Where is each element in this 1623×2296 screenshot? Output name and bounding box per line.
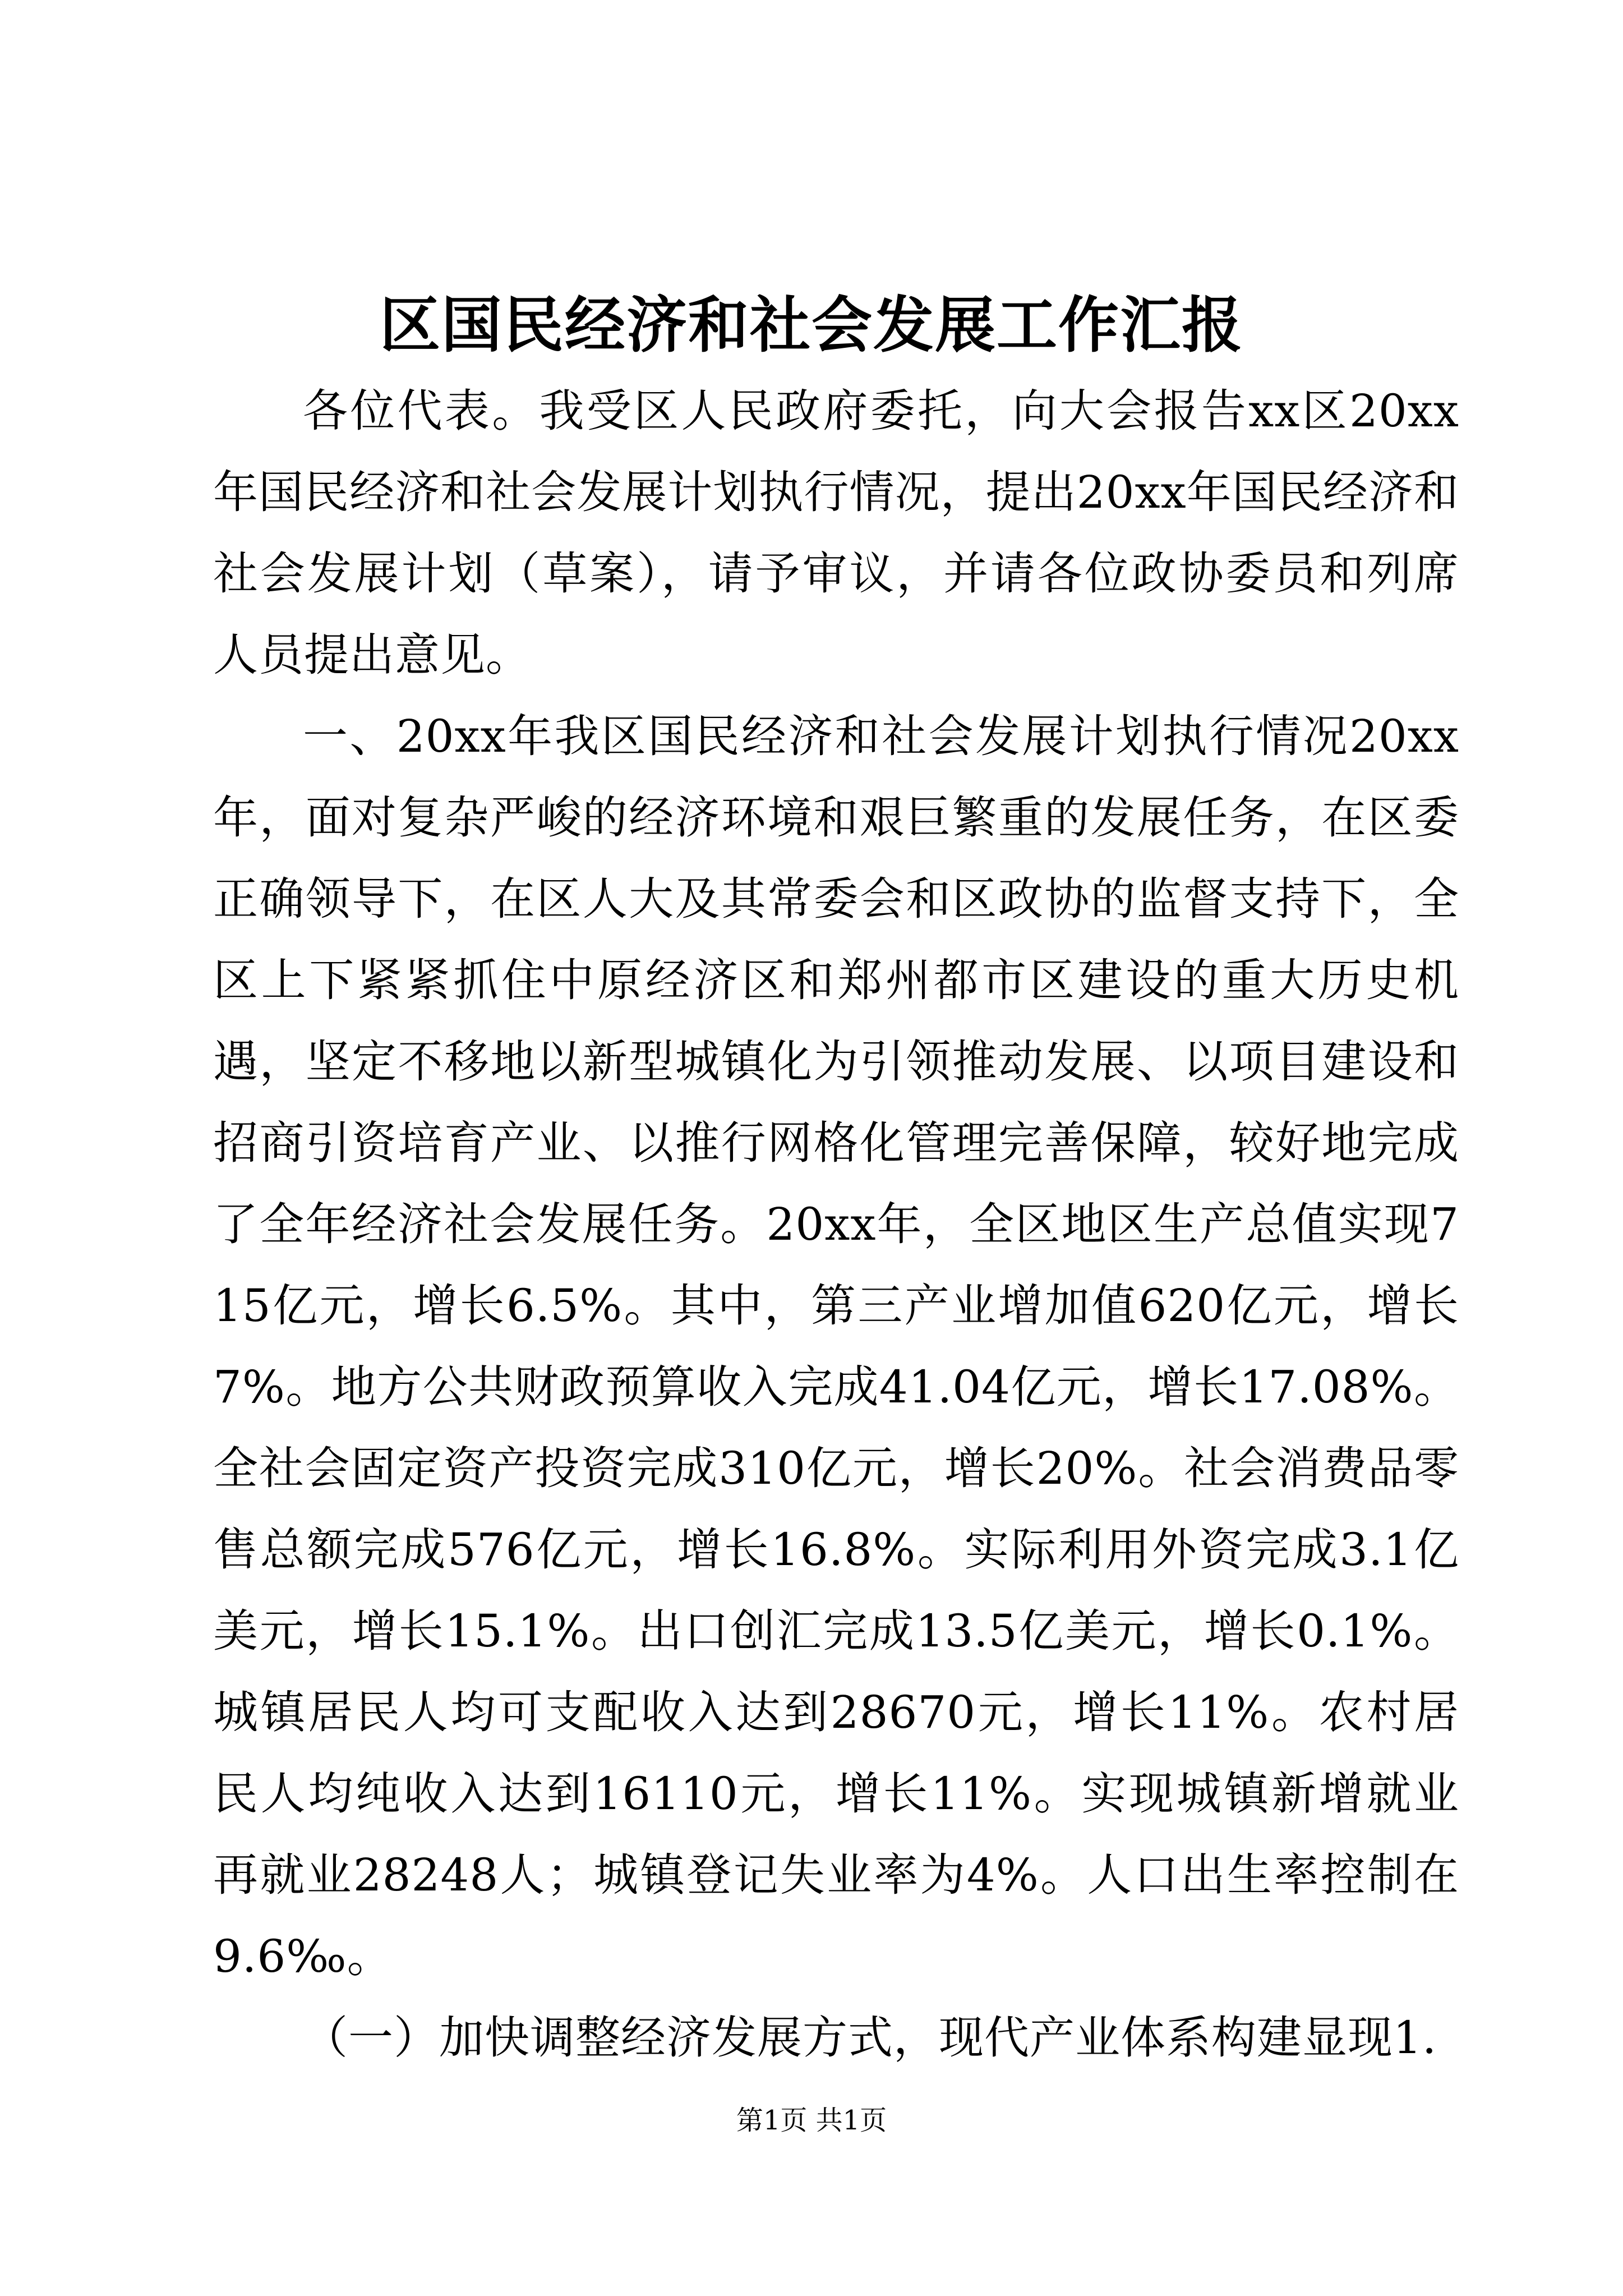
paragraph-intro: 各位代表。我受区人民政府委托，向大会报告xx区20xx年国民经济和社会发展计划执行情况，提出20xx年国民经济和社会发展计划（草案），请予审议，并请各位政协委员和列席人员提出意见。	[213, 385, 1459, 681]
document-body	[213, 370, 1459, 2078]
paragraph-section-one: 一、20xx年我区国民经济和社会发展计划执行情况20xx年，面对复杂严峻的经济环境和艰巨繁重的发展任务，在区委正确领导下，在区人大及其常委会和区政协的监督支持下，全区上下紧紧抓住中原经济区和郑州都市区建设的重大历史机遇，坚定不移地以新型城镇化为引领推动发展、以项目建设和招商引资培育产业、以推行网格化管理完善保障，较好地完成了全年经济社会发展任务。20xx年，全区地区生产总值实现715亿元，增长6.5%。其中，第三产业增加值620亿元，增长7%。地方公共财政预算收入完成41.04亿元，增长17.08%。全社会固定资产投资完成310亿元，增长20%。社会消费品零售总额完成576亿元，增长16.8%。实际利用外资完成3.1亿美元，增长15.1%。出口创汇完成13.5亿美元，增长0.1%。城镇居民人均可支配收入达到28670元，增长11%。农村居民人均纯收入达到16110元，增长11%。实现城镇新增就业再就业28248人；城镇登记失业率为4%。人口出生率控制在9.6‰。	[213, 710, 1459, 1982]
document-title: 区国民经济和社会发展工作汇报	[379, 290, 1243, 361]
paragraph-subsection-one: （一）加快调整经济发展方式，现代产业体系构建显现1.	[303, 2012, 1437, 2064]
page-footer: 第1页 共1页	[736, 2105, 887, 2136]
